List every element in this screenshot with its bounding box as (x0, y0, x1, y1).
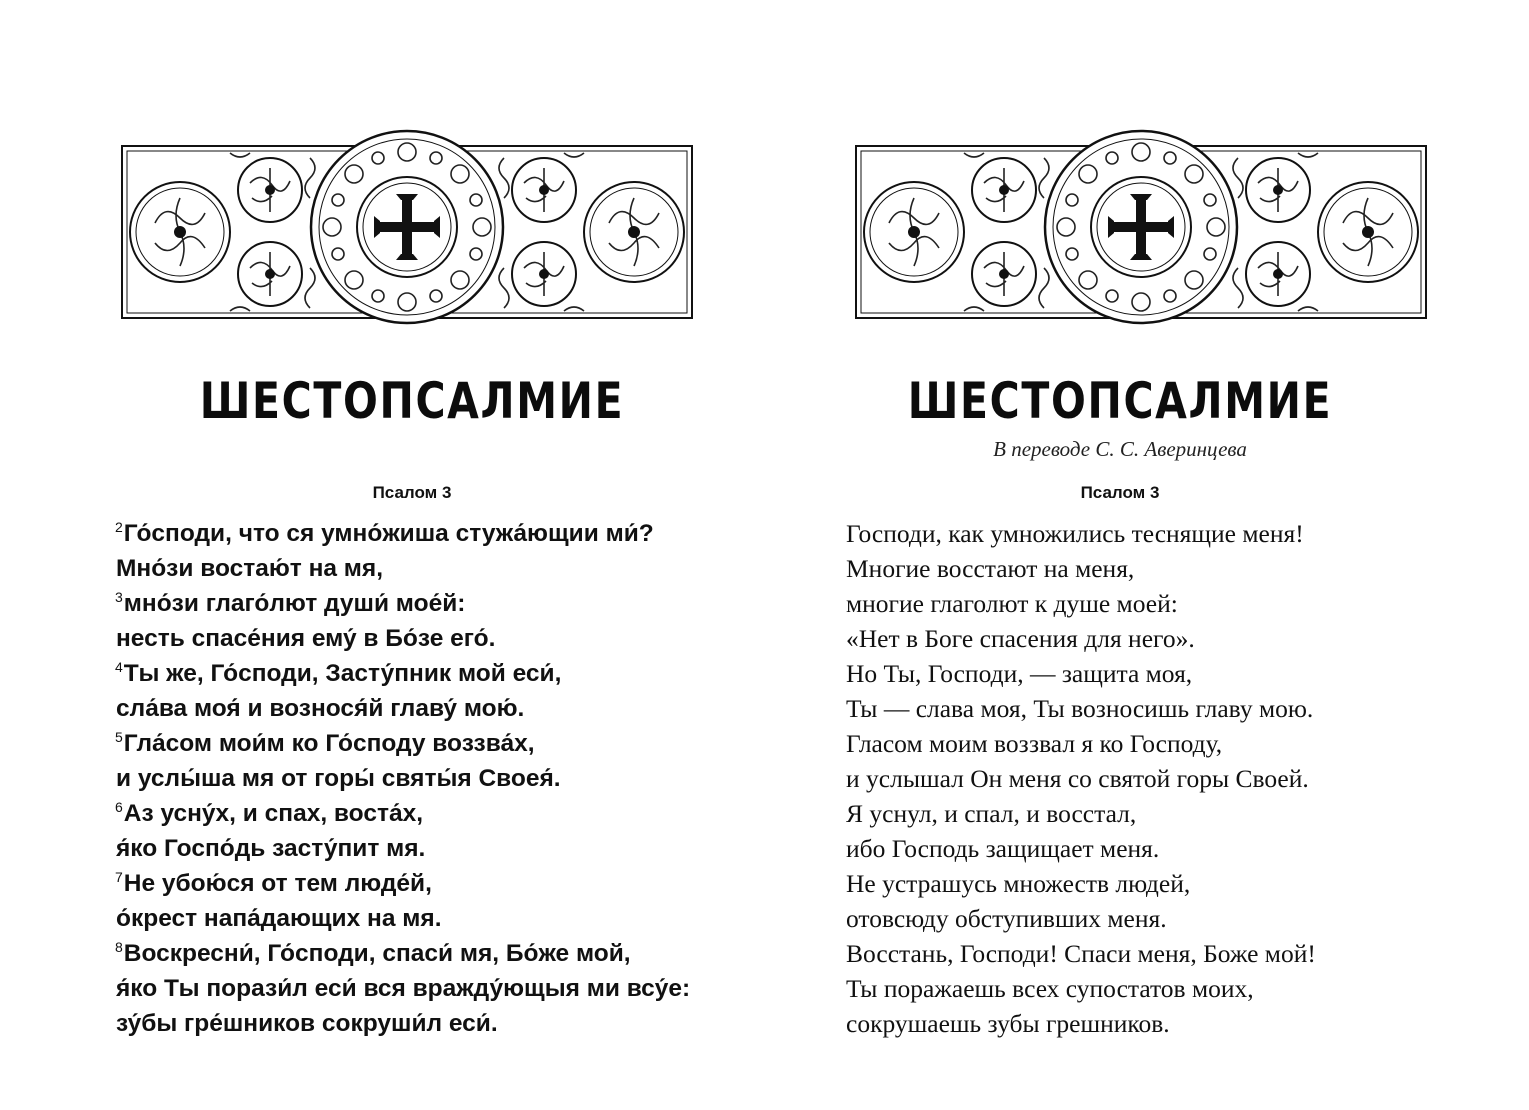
verse-text: Ты же, Го́споди, Засту́пник мой еси́, (123, 660, 562, 687)
verse-text: я́ко Госпо́дь засту́пит мя. (116, 835, 426, 862)
verse-number: 4 (115, 658, 123, 675)
verse-text: о́крест напа́дающих на мя. (116, 905, 442, 932)
verse-number: 6 (115, 798, 123, 815)
verse-text: Воскресни́, Го́споди, спаси́ мя, Бо́же мой, (123, 940, 631, 967)
verse-number: 3 (115, 588, 123, 605)
psalm-heading: Псалом 3 (372, 483, 452, 502)
verse-line (115, 901, 690, 936)
verse-line: Не устрашусь множеств людей, (846, 869, 1191, 898)
verse-line (115, 726, 690, 761)
verse-line: Господи, как умножились теснящие меня! (846, 519, 1304, 548)
verse-line: «Нет в Боге спасения для него». (846, 624, 1195, 653)
verse-line (115, 971, 690, 1006)
right-page (764, 0, 1528, 1110)
page-title: ШЕСТОПСАЛМИЕ (199, 372, 625, 430)
verse-line: Но Ты, Господи, — защита моя, (846, 659, 1193, 688)
psalm-heading: Псалом 3 (1080, 483, 1160, 502)
verse-number: 7 (115, 868, 123, 885)
verse-line: отовсюду обступивших меня. (846, 904, 1167, 933)
verse-line (115, 551, 690, 586)
verse-text: Го́споди, что ся умно́жиша стужа́ющии ми́? (123, 520, 654, 547)
russian-translation-verses (846, 516, 1316, 1041)
verse-line: ибо Господь защищает меня. (846, 834, 1160, 863)
verse-number: 2 (115, 518, 123, 535)
cross-ornament-headpiece-icon (854, 128, 1428, 325)
verse-line: Гласом моим воззвал я ко Господу, (846, 729, 1223, 758)
verse-text: и услы́ша мя от горы́ святы́я Своея́. (116, 765, 561, 792)
verse-line: Многие восстают на меня, (846, 554, 1135, 583)
verse-line: сокрушаешь зубы грешников. (846, 1009, 1170, 1038)
page-title: ШЕСТОПСАЛМИЕ (907, 372, 1333, 430)
verse-line: Восстань, Господи! Спаси меня, Боже мой! (846, 939, 1316, 968)
verse-line (115, 1006, 690, 1041)
verse-number: 8 (115, 938, 123, 955)
verse-number: 5 (115, 728, 123, 745)
verse-text: зу́бы гре́шников сокруши́л еси́. (116, 1010, 498, 1037)
verse-line (115, 691, 690, 726)
verse-line (115, 656, 690, 691)
verse-line: Ты — слава моя, Ты возносишь главу мою. (846, 694, 1314, 723)
verse-text: Не убою́ся от тем люде́й, (123, 870, 432, 897)
verse-line (115, 621, 690, 656)
verse-text: Аз усну́х, и спах, воста́х, (123, 800, 424, 827)
verse-text: я́ко Ты порази́л еси́ вся вражду́ющыя ми всу́е: (116, 975, 691, 1002)
verse-line (115, 866, 690, 901)
verse-line (115, 831, 690, 866)
verse-line: Ты поражаешь всех супостатов моих, (846, 974, 1254, 1003)
verse-line (115, 586, 690, 621)
verse-line (115, 936, 690, 971)
verse-line (115, 516, 690, 551)
verse-line (115, 761, 690, 796)
verse-line: и услышал Он меня со святой горы Своей. (846, 764, 1309, 793)
verse-line (115, 796, 690, 831)
left-page (0, 0, 764, 1110)
translation-subtitle: В переводе С. С. Аверинцева (993, 437, 1247, 461)
verse-text: несть спасе́ния ему́ в Бо́зе его́. (116, 625, 496, 652)
cross-ornament-headpiece-icon (120, 128, 694, 325)
verse-text: сла́ва моя́ и вознося́й главу́ мою́. (116, 695, 525, 722)
church-slavonic-verses (115, 516, 690, 1041)
verse-text: мно́зи глаго́лют души́ мое́й: (123, 590, 466, 617)
verse-text: Гла́сом мои́м ко Го́споду воззва́х, (123, 730, 535, 757)
verse-line: многие глаголют к душе моей: (846, 589, 1178, 618)
verse-text: Мно́зи востаю́т на мя, (116, 555, 384, 582)
verse-line: Я уснул, и спал, и восстал, (846, 799, 1137, 828)
